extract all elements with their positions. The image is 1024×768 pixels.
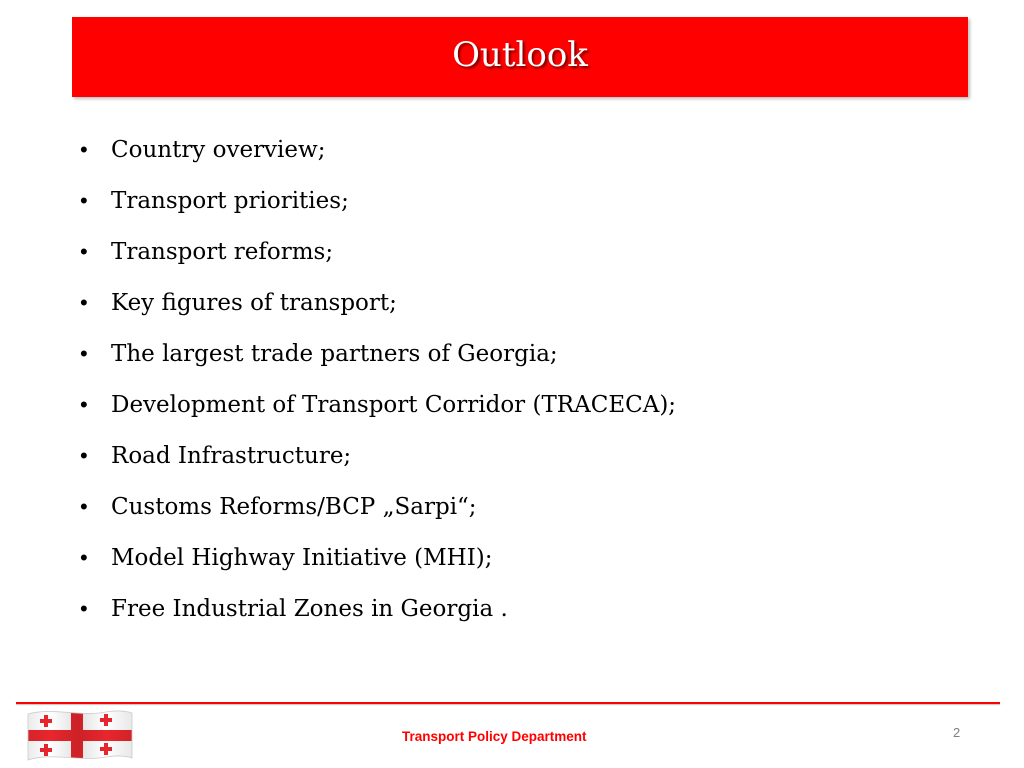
list-item-text: Road Infrastructure; [111, 443, 352, 469]
list-item [80, 443, 676, 494]
list-item-text: The largest trade partners of Georgia; [111, 341, 558, 367]
list-item [80, 188, 676, 239]
list-item [80, 290, 676, 341]
page-number: 2 [953, 725, 961, 740]
list-item [80, 239, 676, 290]
slide-title: Outlook [452, 35, 588, 75]
footer-divider [16, 702, 1000, 704]
list-item-text: Key figures of transport; [111, 290, 397, 316]
list-item-text: Transport priorities; [111, 188, 349, 214]
list-item-text: Transport reforms; [111, 239, 334, 265]
bullet-icon: • [80, 392, 88, 417]
list-item-text: Country overview; [111, 137, 326, 163]
list-item-text: Development of Transport Corridor (TRACECA); [111, 392, 677, 418]
list-item-text: Customs Reforms/BCP „Sarpi“; [111, 494, 477, 520]
bullet-icon: • [80, 239, 88, 264]
list-item [80, 341, 676, 392]
list-item [80, 545, 676, 596]
bullet-icon: • [80, 188, 88, 213]
list-item [80, 596, 676, 647]
bullet-icon: • [80, 494, 88, 519]
bullet-icon: • [80, 341, 88, 366]
list-item [80, 494, 676, 545]
georgia-flag-icon [22, 706, 134, 764]
bullet-icon: • [80, 596, 88, 621]
bullet-icon: • [80, 443, 88, 468]
list-item [80, 392, 676, 443]
list-item-text: Model Highway Initiative (MHI); [111, 545, 493, 571]
list-item-text: Free Industrial Zones in Georgia . [111, 596, 508, 622]
footer-department: Transport Policy Department [402, 729, 587, 744]
bullet-icon: • [80, 137, 88, 162]
bullet-icon: • [80, 545, 88, 570]
outline-list [80, 137, 676, 647]
list-item [80, 137, 676, 188]
bullet-icon: • [80, 290, 88, 315]
title-banner [72, 17, 968, 97]
